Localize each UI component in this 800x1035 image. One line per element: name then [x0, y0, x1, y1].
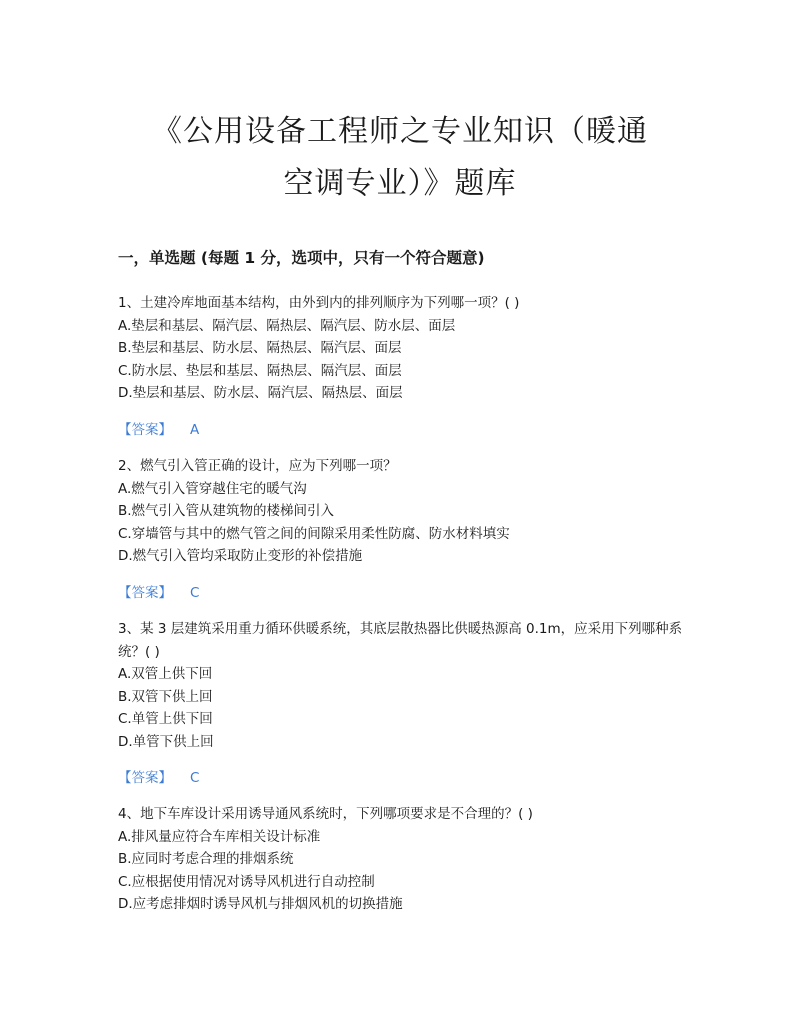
- document-title: [100, 106, 700, 210]
- question-stem: 1、土建冷库地面基本结构，由外到内的排列顺序为下列哪一项？( ): [118, 295, 520, 311]
- answer-tag: 【答案】: [118, 770, 172, 786]
- section-heading: 一，单选题 (每题 1 分，选项中，只有一个符合题意): [118, 249, 485, 267]
- answer-tag: 【答案】: [118, 422, 172, 438]
- answer-tag: 【答案】: [118, 585, 172, 601]
- answer-value: C: [190, 770, 200, 786]
- option-b: B.燃气引入管从建筑物的楼梯间引入: [118, 503, 335, 520]
- title-line-2: 空调专业）》题库: [283, 166, 517, 201]
- question-2: [118, 455, 688, 568]
- option-d: D.垫层和基层、防水层、隔汽层、隔热层、面层: [118, 385, 403, 402]
- question-3: [118, 618, 683, 754]
- option-d: D.单管下供上回: [118, 733, 214, 750]
- option-a: A.燃气引入管穿越住宅的暖气沟: [118, 480, 307, 497]
- option-c: C.穿墙管与其中的燃气管之间的间隙采用柔性防腐、防水材料填实: [118, 525, 510, 542]
- answer-value: C: [190, 585, 200, 601]
- answer-2: [118, 582, 199, 604]
- option-c: C.应根据使用情况对诱导风机进行自动控制: [118, 873, 375, 890]
- question-stem: 4、地下车库设计采用诱导通风系统时，下列哪项要求是不合理的？( ): [118, 806, 533, 822]
- answer-value: A: [190, 422, 200, 438]
- answer-1: [118, 419, 199, 441]
- answer-3: [118, 767, 199, 789]
- option-c: C.防水层、垫层和基层、隔热层、隔汽层、面层: [118, 362, 402, 379]
- title-line-1: 《公用设备工程师之专业知识（暖通: [152, 114, 648, 149]
- option-d: D.应考虑排烟时诱导风机与排烟风机的切换措施: [118, 896, 403, 913]
- option-c: C.单管上供下回: [118, 711, 213, 728]
- option-a: A.排风量应符合车库相关设计标准: [118, 828, 321, 845]
- question-4: [118, 803, 688, 916]
- option-b: B.双管下供上回: [118, 688, 213, 705]
- option-a: A.垫层和基层、隔汽层、隔热层、隔汽层、防水层、面层: [118, 317, 456, 334]
- option-a: A.双管上供下回: [118, 666, 213, 683]
- question-stem: 3、某 3 层建筑采用重力循环供暖系统，其底层散热器比供暖热源高 0.1m，应采用下列哪种系统？( ): [118, 621, 683, 660]
- option-b: B.垫层和基层、防水层、隔热层、隔汽层、面层: [118, 340, 402, 357]
- option-d: D.燃气引入管均采取防止变形的补偿措施: [118, 548, 363, 565]
- question-1: [118, 292, 688, 405]
- option-b: B.应同时考虑合理的排烟系统: [118, 851, 294, 868]
- question-stem: 2、燃气引入管正确的设计，应为下列哪一项？: [118, 458, 397, 474]
